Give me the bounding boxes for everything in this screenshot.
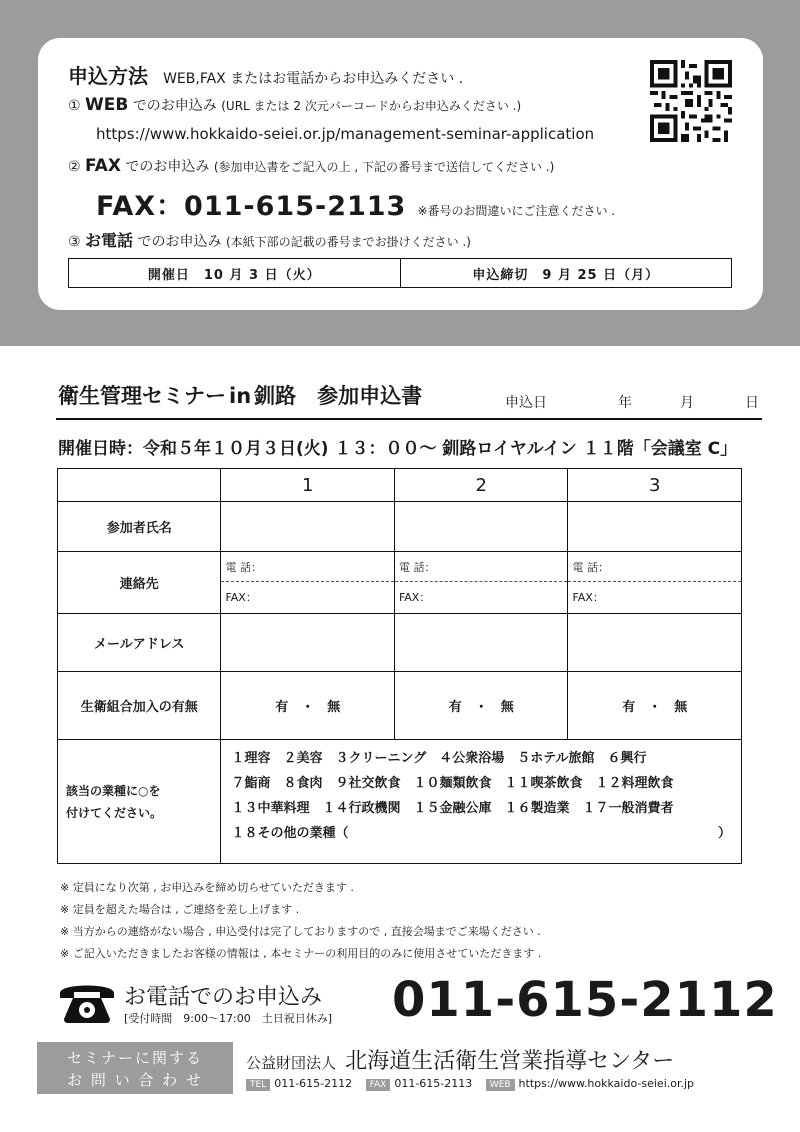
fax-text: でのお申込み [125, 159, 210, 175]
event-schedule: 開催日時：令和５年１０月３日(火) １３：００～ 釧路ロイヤルイン １１階「会議室 C」 [58, 439, 738, 459]
contact-row [58, 552, 742, 614]
column-header-1: 1 [221, 469, 395, 502]
apply-date-label: 申込日 [505, 395, 547, 411]
inquiry-line-1: セミナーに関する [66, 1049, 203, 1067]
tel-field-2[interactable]: 電 話： [395, 552, 568, 582]
contact-cell-2 [394, 552, 568, 614]
participant-name-field-2[interactable] [394, 502, 568, 552]
union-choice-2[interactable]: 有 ・ 無 [394, 672, 568, 740]
organization-type: 公益財団法人 [246, 1054, 337, 1072]
apply-methods-intro: WEB,FAX またはお電話からお申込みください . [163, 71, 464, 87]
trade-options[interactable] [221, 740, 742, 864]
web-tag: WEB [486, 1079, 515, 1091]
trade-options-line-4 [231, 821, 731, 846]
trade-options-line-3: １３中華料理 １４行政機関 １５金融公庫 １６製造業 １７一般消費者 [231, 801, 674, 816]
organization-name: 北海道生活衛生営業指導センター [345, 1049, 675, 1074]
phone-apply-label: お電話でのお申込み [124, 985, 323, 1010]
trade-label-line-1: 該当の業種に○を [66, 783, 161, 798]
application-table [57, 468, 742, 864]
column-header-2: 2 [394, 469, 568, 502]
contact-cell-1 [221, 552, 395, 614]
qr-code-icon[interactable] [650, 60, 732, 142]
phone-apply-hours: [受付時間 9:00～17:00 土日祝日休み] [124, 1012, 332, 1025]
note-item: ※ 当方からの連絡がない場合 , 申込受付は完了しておりますので , 直接会場までご来場ください . [60, 925, 541, 938]
footer-web-link[interactable]: https://www.hokkaido-seiei.or.jp [518, 1077, 695, 1090]
title-divider [56, 418, 762, 420]
apply-methods-title: 申込方法 [68, 64, 148, 88]
participant-name-field-3[interactable] [568, 502, 742, 552]
notes-list [60, 877, 541, 965]
contact-label: 連絡先 [58, 552, 221, 614]
tel-method [68, 228, 471, 251]
trade-other-close: ） [717, 826, 731, 841]
email-row [58, 614, 742, 672]
email-field-2[interactable] [394, 614, 568, 672]
web-label: WEB [85, 95, 129, 115]
apply-deadline: 申込締切 9 月 25 日（月） [400, 259, 732, 287]
footer-fax: 011-615-2113 [394, 1077, 473, 1090]
union-membership-label: 生衛組合加入の有無 [58, 672, 221, 740]
fax-number-line [96, 184, 615, 223]
tel-tag: TEL [246, 1079, 270, 1091]
union-membership-row [58, 672, 742, 740]
apply-date-year: 年 [618, 395, 632, 411]
apply-methods-card [38, 38, 763, 310]
fax-number-mark: ② [68, 159, 81, 175]
email-field-1[interactable] [221, 614, 395, 672]
web-text: でのお申込み [132, 98, 217, 114]
tel-field-1[interactable]: 電 話： [221, 552, 394, 582]
event-date: 開催日 10 月 3 日（火） [147, 267, 321, 283]
fax-field-3[interactable]: FAX： [572, 591, 604, 604]
web-method [68, 95, 521, 115]
tel-number-mark: ③ [68, 234, 81, 250]
fax-field-1[interactable]: FAX： [225, 591, 257, 604]
web-number: ① [68, 98, 81, 114]
event-deadline-box [68, 258, 732, 288]
footer-contacts [246, 1077, 704, 1091]
trade-options-line-1: １理容 ２美容 ３クリーニング ４公衆浴場 ５ホテル旅館 ６興行 [231, 751, 647, 766]
form-title-in: in [229, 384, 252, 408]
apply-date-day: 日 [745, 395, 759, 411]
participant-name-row [58, 502, 742, 552]
fax-field-2[interactable]: FAX： [398, 591, 431, 604]
web-note: (URL または 2 次元バーコードからお申込みください .) [221, 99, 522, 113]
inquiry-box [37, 1042, 233, 1094]
email-label: メールアドレス [58, 614, 221, 672]
trade-options-line-2: ７鮨商 ８食肉 ９社交飲食 １０麺類飲食 １１喫茶飲食 １２料理飲食 [231, 776, 674, 791]
table-header-row [58, 469, 742, 502]
fax-caution: ※番号のお間違いにご注意ください . [417, 204, 616, 218]
trade-label-line-2: 付けてください。 [66, 805, 163, 820]
note-item: ※ ご記入いただきましたお客様の情報は , 本セミナーの利用目的のみに使用させていただきます . [60, 947, 542, 960]
tel-text: でのお申込み [137, 234, 222, 250]
note-item: ※ 定員を超えた場合は , ご連絡を差し上げます . [60, 903, 300, 916]
union-choice-3[interactable]: 有 ・ 無 [568, 672, 742, 740]
participant-name-label: 参加者氏名 [58, 502, 221, 552]
contact-cell-3 [568, 552, 742, 614]
fax-note: (参加申込書をご記入の上 , 下記の番号まで送信してください .) [213, 160, 555, 174]
participant-name-field-1[interactable] [221, 502, 395, 552]
trade-label [58, 740, 221, 864]
footer-tel[interactable]: 011-615-2112 [274, 1077, 353, 1090]
apply-methods-header [68, 60, 463, 89]
organization [246, 1044, 674, 1075]
apply-date-month: 月 [680, 395, 694, 411]
tel-note: (本紙下部の記載の番号までお掛けください .) [225, 235, 471, 249]
web-url-link[interactable]: https://www.hokkaido-seiei.or.jp/management-seminar-application [96, 125, 595, 143]
header-blank-cell [58, 469, 221, 502]
trade-other-label: １８その他の業種（ [231, 826, 349, 841]
inquiry-line-2: お 問 い 合 わ せ [67, 1071, 203, 1089]
email-field-3[interactable] [568, 614, 742, 672]
column-header-3: 3 [568, 469, 742, 502]
fax-label: FAX [85, 156, 121, 176]
fax-tag: FAX [366, 1079, 391, 1091]
tel-label: お電話 [85, 231, 134, 250]
telephone-icon [56, 979, 118, 1025]
form-title-main: 衛生管理セミナー [58, 384, 226, 408]
form-title [58, 380, 422, 410]
union-choice-1[interactable]: 有 ・ 無 [221, 672, 395, 740]
fax-number: FAX：011-615-2113 [96, 191, 407, 222]
form-title-place: 釧路 参加申込書 [254, 384, 423, 408]
tel-field-3[interactable]: 電 話： [568, 552, 741, 582]
trade-row [58, 740, 742, 864]
fax-method [68, 156, 554, 176]
note-item: ※ 定員になり次第 , お申込みを締め切らせていただきます . [60, 881, 354, 894]
phone-apply-number[interactable]: 011-615-2112 [392, 972, 778, 1028]
